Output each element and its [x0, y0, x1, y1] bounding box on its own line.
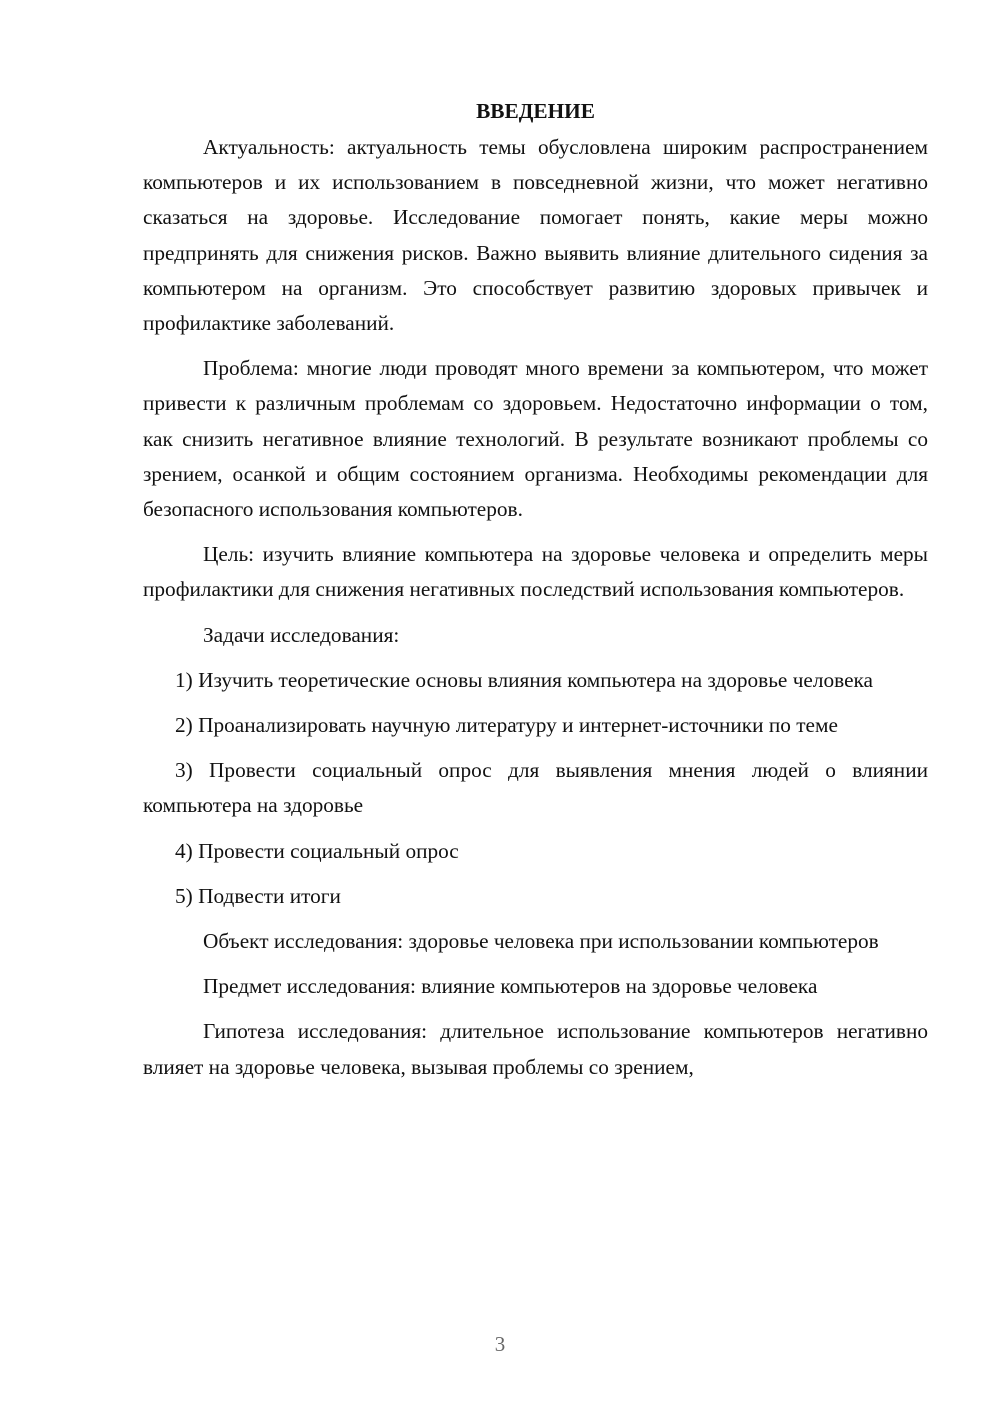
paragraph-goal: Цель: изучить влияние компьютера на здоровье человека и определить меры профилактики для снижения негативных последствий использования компьютеров. — [143, 542, 928, 602]
task-item: 1) Изучить теоретические основы влияния компьютера на здоровье человека — [175, 667, 874, 692]
paragraph-hypothesis: Гипотеза исследования: длительное использование компьютеров негативно влияет на здоровье человека, вызывая проблемы со зрением, — [143, 1019, 928, 1079]
paragraph-relevance: Актуальность: актуальность темы обусловлена широким распространением компьютеров и их использованием в повседневной жизни, что может негативно сказаться на здоровье. Исследование помогает понять, какие меры можно предпринять для снижения рисков. Важно выявить влияние длительного сидения за компьютером на организм. Это способствует развитию здоровых привычек и профилактике заболеваний. — [143, 135, 928, 336]
paragraph-problem: Проблема: многие люди проводят много времени за компьютером, что может привести к различным проблемам со здоровьем. Недостаточно информации о том, как снизить негативное влияние технологий. В результате возникают проблемы со зрением, осанкой и общим состоянием организма. Необходимы рекомендации для безопасного использования компьютеров. — [143, 356, 928, 522]
tasks-heading: Задачи исследования: — [203, 622, 400, 647]
document-page — [143, 92, 928, 1085]
page-title: ВВЕДЕНИЕ — [476, 99, 595, 123]
page-number: 3 — [494, 1332, 506, 1356]
paragraph-subject: Предмет исследования: влияние компьютеров на здоровье человека — [203, 974, 818, 999]
tasks-list — [143, 663, 928, 914]
paragraph-object: Объект исследования: здоровье человека при использовании компьютеров — [203, 929, 879, 954]
task-item: 3) Провести социальный опрос для выявления мнения людей о влиянии компьютера на здоровье — [143, 758, 928, 818]
task-item: 2) Проанализировать научную литературу и интернет-источники по теме — [175, 713, 838, 738]
task-item: 5) Подвести итоги — [175, 883, 341, 908]
task-item: 4) Провести социальный опрос — [175, 838, 459, 863]
